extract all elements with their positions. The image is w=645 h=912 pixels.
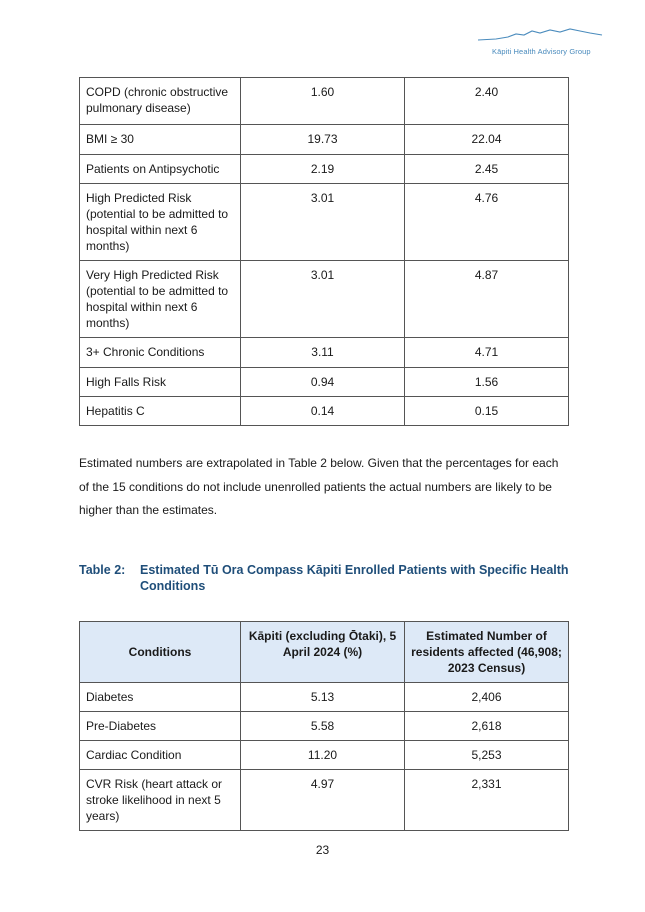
value-cell: 3.01 <box>241 261 405 338</box>
condition-cell: 3+ Chronic Conditions <box>80 338 241 368</box>
estimated-patients-table <box>79 621 569 831</box>
condition-cell: Very High Predicted Risk (potential to be admitted to hospital within next 6 months) <box>80 261 241 338</box>
table2-caption-title: Estimated Tū Ora Compass Kāpiti Enrolled Patients with Specific Health Conditions <box>140 563 569 593</box>
table-row <box>80 368 569 397</box>
condition-cell: COPD (chronic obstructive pulmonary disease) <box>80 78 241 125</box>
table-row <box>80 184 569 261</box>
estimated-cell: 2,406 <box>405 683 569 712</box>
table-row <box>80 683 569 712</box>
condition-cell: BMI ≥ 30 <box>80 125 241 155</box>
value-cell: 1.60 <box>241 78 405 125</box>
conditions-table-continued <box>79 77 569 426</box>
value-cell: 4.71 <box>405 338 569 368</box>
condition-cell: High Falls Risk <box>80 368 241 397</box>
table-row <box>80 261 569 338</box>
table-row <box>80 712 569 741</box>
estimated-cell: 2,331 <box>405 770 569 831</box>
condition-cell: Patients on Antipsychotic <box>80 155 241 184</box>
header-estimated: Estimated Number of residents affected (46,908; 2023 Census) <box>405 622 569 683</box>
table-row <box>80 125 569 155</box>
value-cell: 4.87 <box>405 261 569 338</box>
value-cell: 22.04 <box>405 125 569 155</box>
table-header-row <box>80 622 569 683</box>
value-cell: 3.11 <box>241 338 405 368</box>
table-row <box>80 770 569 831</box>
table2-caption <box>79 562 579 594</box>
value-cell: 0.94 <box>241 368 405 397</box>
condition-cell: Diabetes <box>80 683 241 712</box>
value-cell: 2.19 <box>241 155 405 184</box>
percent-cell: 4.97 <box>241 770 405 831</box>
value-cell: 2.40 <box>405 78 569 125</box>
value-cell: 19.73 <box>241 125 405 155</box>
table-row <box>80 338 569 368</box>
value-cell: 2.45 <box>405 155 569 184</box>
condition-cell: Pre-Diabetes <box>80 712 241 741</box>
value-cell: 0.15 <box>405 397 569 426</box>
estimated-cell: 5,253 <box>405 741 569 770</box>
condition-cell: Cardiac Condition <box>80 741 241 770</box>
value-cell: 4.76 <box>405 184 569 261</box>
table-row <box>80 741 569 770</box>
logo-text: Kāpiti Health Advisory Group <box>492 47 591 56</box>
estimated-cell: 2,618 <box>405 712 569 741</box>
page-number: 23 <box>315 843 330 857</box>
table-row <box>80 397 569 426</box>
value-cell: 1.56 <box>405 368 569 397</box>
header-percent: Kāpiti (excluding Ōtaki), 5 April 2024 (%) <box>241 622 405 683</box>
condition-cell: High Predicted Risk (potential to be admitted to hospital within next 6 months) <box>80 184 241 261</box>
table2-caption-number: Table 2: <box>79 563 126 577</box>
value-cell: 0.14 <box>241 397 405 426</box>
percent-cell: 5.58 <box>241 712 405 741</box>
mountain-line-icon <box>478 22 606 44</box>
condition-cell: Hepatitis C <box>80 397 241 426</box>
percent-cell: 11.20 <box>241 741 405 770</box>
organization-logo <box>478 22 606 58</box>
header-conditions: Conditions <box>80 622 241 683</box>
percent-cell: 5.13 <box>241 683 405 712</box>
condition-cell: CVR Risk (heart attack or stroke likelihood in next 5 years) <box>80 770 241 831</box>
table-row <box>80 155 569 184</box>
body-paragraph: Estimated numbers are extrapolated in Table 2 below. Given that the percentages for each of the 15 conditions do not include unenrolled patients the actual numbers are likely to be higher than the estimates. <box>79 456 559 517</box>
table-row <box>80 78 569 125</box>
value-cell: 3.01 <box>241 184 405 261</box>
